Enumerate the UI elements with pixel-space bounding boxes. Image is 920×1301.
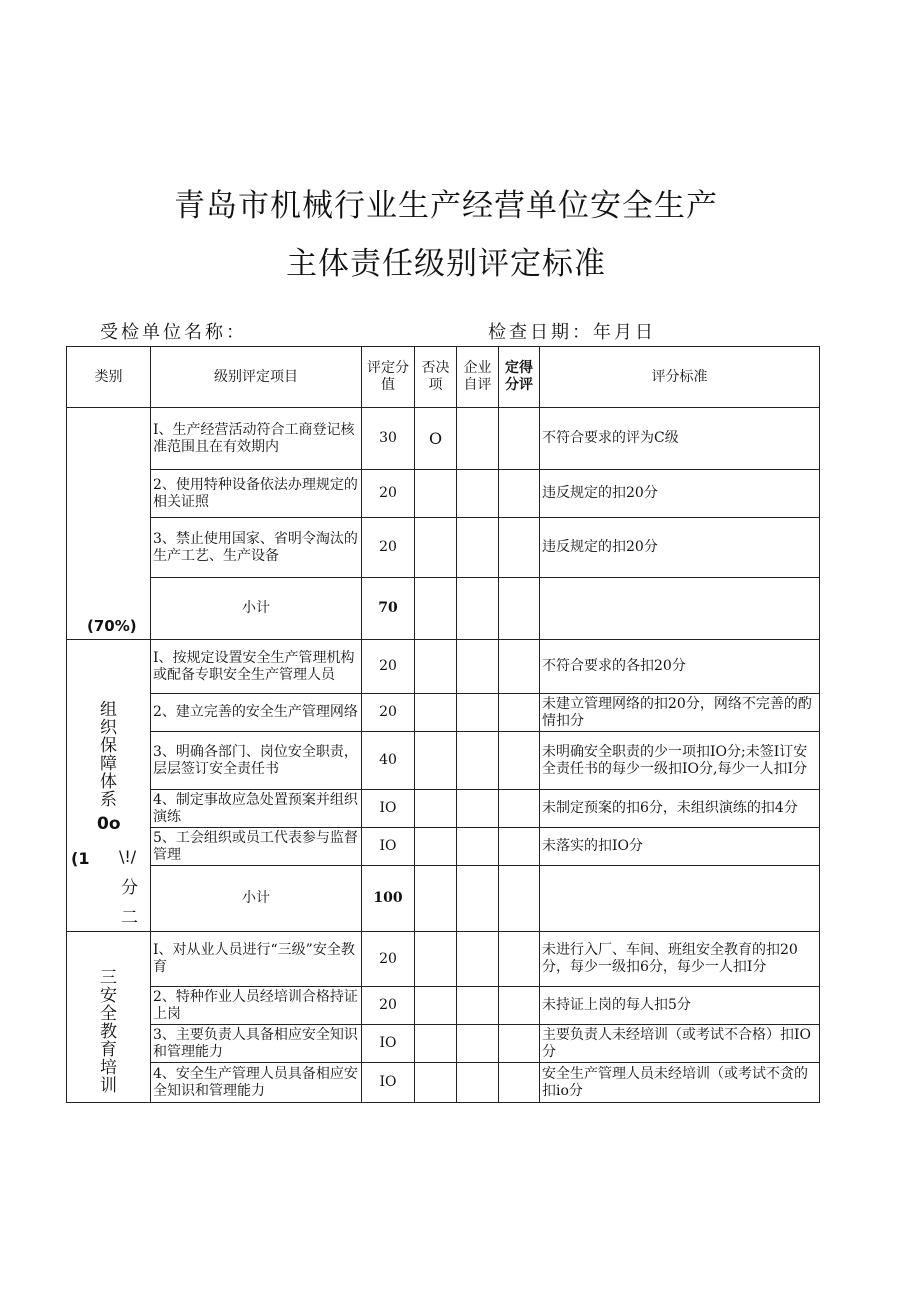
table-row <box>67 828 820 866</box>
item-cell: 3、明确各部门、岗位安全职责，层层签订安全责任书 <box>151 732 362 790</box>
item-cell: 3、主要负责人具备相应安全知识和管理能力 <box>151 1025 362 1063</box>
table-row <box>67 932 820 987</box>
criteria-cell: 安全生产管理人员未经培训（或考试不贪的扣io分 <box>540 1063 820 1103</box>
category-mark: 分 <box>121 878 138 898</box>
item-cell: 2、建立完善的安全生产管理网络 <box>151 694 362 732</box>
item-cell: 5、工会组织或员工代表参与监督管理 <box>151 828 362 866</box>
header-rated-score: 定得分评 <box>499 347 540 408</box>
criteria-cell: 未明确安全职责的少一项扣IO分;未签I订安全责任书的每少一级扣IO分,每少一人扣I分 <box>540 732 820 790</box>
category-title: 组织保障体系 <box>96 700 116 808</box>
empty-cell <box>457 866 499 932</box>
subtotal-row <box>67 578 820 640</box>
item-cell: I、按规定设置安全生产管理机构或配备专职安全生产管理人员 <box>151 640 362 694</box>
self-eval-cell <box>457 518 499 578</box>
subtotal-score: 100 <box>362 866 415 932</box>
rated-score-cell <box>499 932 540 987</box>
empty-cell <box>415 866 457 932</box>
category-cell-1 <box>67 408 151 640</box>
item-cell: I、对从业人员进行“三级”安全教育 <box>151 932 362 987</box>
veto-cell <box>415 828 457 866</box>
veto-cell <box>415 1063 457 1103</box>
veto-cell <box>415 470 457 518</box>
self-eval-cell <box>457 694 499 732</box>
item-cell: 3、禁止使用国家、省明令淘汰的生产工艺、生产设备 <box>151 518 362 578</box>
rated-score-cell <box>499 1063 540 1103</box>
item-cell: 2、特种作业人员经培训合格持证上岗 <box>151 987 362 1025</box>
empty-cell <box>499 866 540 932</box>
table-row <box>67 408 820 470</box>
score-cell: 40 <box>362 732 415 790</box>
rated-score-cell <box>499 1025 540 1063</box>
veto-cell <box>415 732 457 790</box>
rated-score-cell <box>499 790 540 828</box>
veto-cell <box>415 1025 457 1063</box>
subtotal-label: 小计 <box>151 578 362 640</box>
score-cell: IO <box>362 1063 415 1103</box>
header-criteria: 评分标准 <box>540 347 820 408</box>
table-row <box>67 518 820 578</box>
category-mark: 二 <box>121 908 138 928</box>
category-mark: 0o <box>97 814 121 834</box>
self-eval-cell <box>457 1063 499 1103</box>
category-title: 三安全教育培训 <box>96 968 116 1094</box>
category-mark: (1 <box>71 849 90 868</box>
self-eval-cell <box>457 732 499 790</box>
category-cell-3 <box>67 932 151 1103</box>
score-cell: 20 <box>362 694 415 732</box>
rated-score-cell <box>499 732 540 790</box>
criteria-cell: 主要负责人未经培训（或考试不合格）扣IO分 <box>540 1025 820 1063</box>
table-row <box>67 732 820 790</box>
subtotal-score: 70 <box>362 578 415 640</box>
table-row <box>67 987 820 1025</box>
criteria-cell: 未落实的扣IO分 <box>540 828 820 866</box>
item-cell: 2、使用特种设备依法办理规定的相关证照 <box>151 470 362 518</box>
self-eval-cell <box>457 408 499 470</box>
empty-cell <box>499 578 540 640</box>
rated-score-cell <box>499 694 540 732</box>
score-cell: IO <box>362 790 415 828</box>
veto-cell <box>415 518 457 578</box>
inspection-date-label: 检查日期：年月日 <box>488 322 656 343</box>
score-cell: 20 <box>362 518 415 578</box>
rated-score-cell <box>499 828 540 866</box>
rated-score-cell <box>499 518 540 578</box>
rated-score-cell <box>499 470 540 518</box>
criteria-cell: 未制定预案的扣6分，未组织演练的扣4分 <box>540 790 820 828</box>
rated-score-cell <box>499 408 540 470</box>
inspected-unit-label: 受检单位名称： <box>100 322 247 343</box>
rating-table <box>66 346 820 1103</box>
veto-cell: O <box>415 408 457 470</box>
item-cell: 4、安全生产管理人员具备相应安全知识和管理能力 <box>151 1063 362 1103</box>
table-row <box>67 1063 820 1103</box>
self-eval-cell <box>457 790 499 828</box>
rated-score-cell <box>499 987 540 1025</box>
veto-cell <box>415 640 457 694</box>
score-cell: 20 <box>362 932 415 987</box>
category-mark: \!/ <box>119 847 137 866</box>
category-percent: (70%) <box>87 617 137 635</box>
score-cell: IO <box>362 1025 415 1063</box>
criteria-cell: 违反规定的扣20分 <box>540 518 820 578</box>
table-row <box>67 1025 820 1063</box>
header-self-eval: 企业自评 <box>457 347 499 408</box>
self-eval-cell <box>457 987 499 1025</box>
veto-cell <box>415 694 457 732</box>
subtotal-label: 小计 <box>151 866 362 932</box>
rated-score-cell <box>499 640 540 694</box>
item-cell: 4、制定事故应急处置预案并组织演练 <box>151 790 362 828</box>
empty-cell <box>415 578 457 640</box>
table-row <box>67 470 820 518</box>
table-header-row <box>67 347 820 408</box>
document-title-line2: 主体责任级别评定标准 <box>286 246 606 282</box>
criteria-cell: 未持证上岗的每人扣5分 <box>540 987 820 1025</box>
veto-cell <box>415 987 457 1025</box>
empty-cell <box>540 866 820 932</box>
criteria-cell: 未进行入厂、车间、班组安全教育的扣20分，每少一级扣6分，每少一人扣I分 <box>540 932 820 987</box>
score-cell: 20 <box>362 987 415 1025</box>
criteria-cell: 不符合要求的各扣20分 <box>540 640 820 694</box>
veto-cell <box>415 790 457 828</box>
header-category: 类别 <box>67 347 151 408</box>
criteria-cell: 不符合要求的评为C级 <box>540 408 820 470</box>
criteria-cell: 未建立管理网络的扣20分，网络不完善的酌情扣分 <box>540 694 820 732</box>
self-eval-cell <box>457 828 499 866</box>
subtotal-row <box>67 866 820 932</box>
criteria-cell: 违反规定的扣20分 <box>540 470 820 518</box>
empty-cell <box>457 578 499 640</box>
table-row <box>67 790 820 828</box>
header-veto: 否决项 <box>415 347 457 408</box>
header-score: 评定分值 <box>362 347 415 408</box>
item-cell: I、生产经营活动符合工商登记核准范围且在有效期内 <box>151 408 362 470</box>
self-eval-cell <box>457 470 499 518</box>
table-row <box>67 640 820 694</box>
table-row <box>67 694 820 732</box>
empty-cell <box>540 578 820 640</box>
self-eval-cell <box>457 1025 499 1063</box>
veto-cell <box>415 932 457 987</box>
score-cell: 30 <box>362 408 415 470</box>
document-title-line1: 青岛市机械行业生产经营单位安全生产 <box>174 188 718 224</box>
category-cell-2 <box>67 640 151 932</box>
score-cell: 20 <box>362 470 415 518</box>
score-cell: 20 <box>362 640 415 694</box>
score-cell: IO <box>362 828 415 866</box>
header-item: 级别评定项目 <box>151 347 362 408</box>
self-eval-cell <box>457 640 499 694</box>
self-eval-cell <box>457 932 499 987</box>
